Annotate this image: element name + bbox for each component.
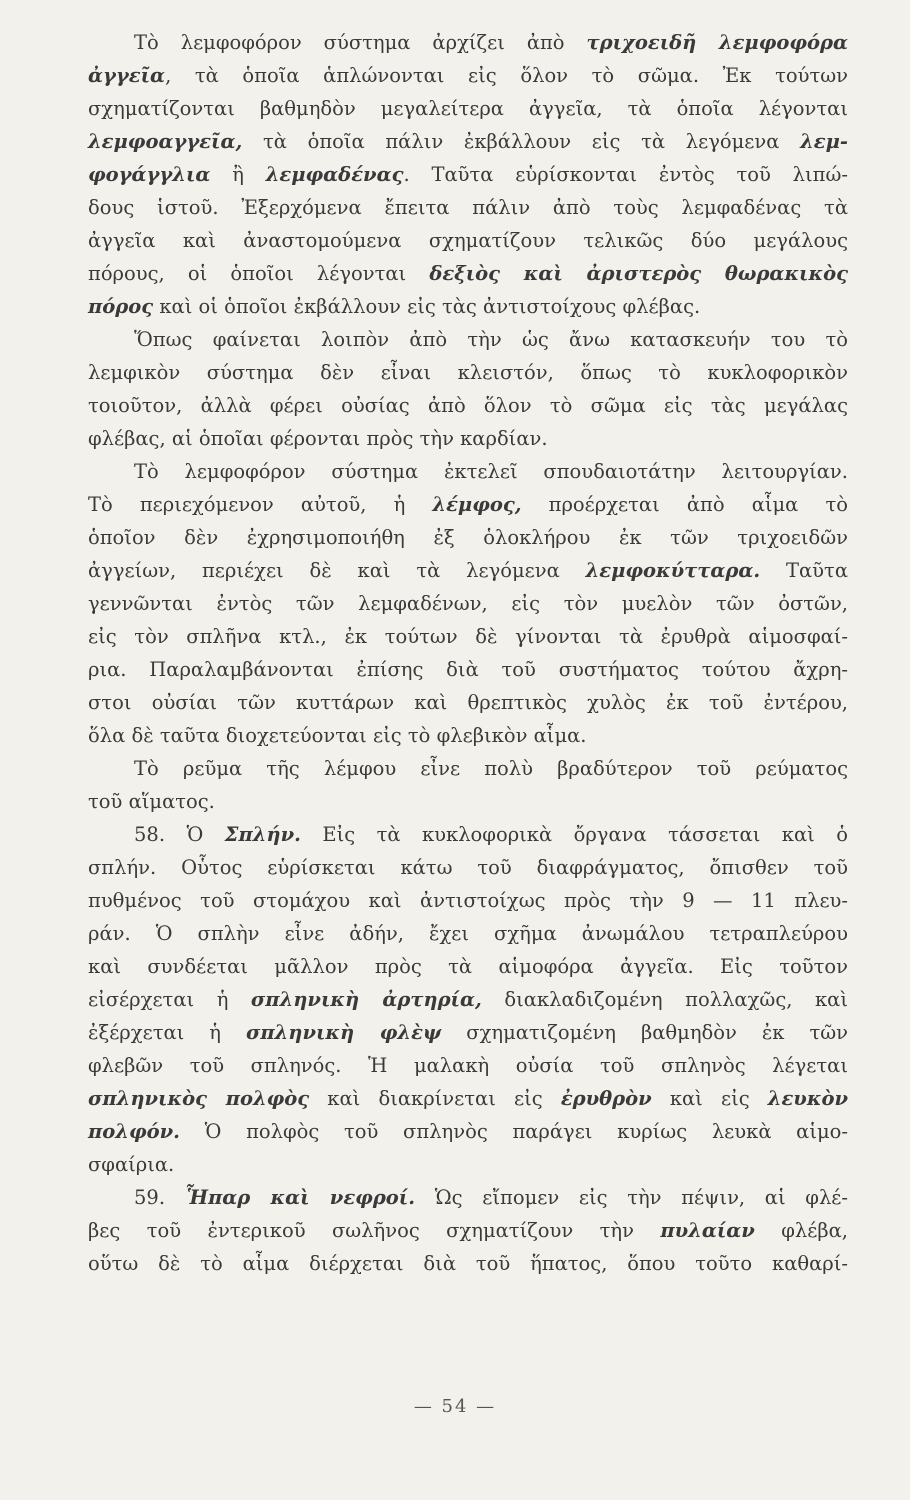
text-run: καὶ διακρίνεται εἰς (309, 1087, 561, 1110)
text-line (88, 356, 848, 389)
bold-term: Σπλήν. (224, 823, 301, 846)
text-run: 58. Ὁ (134, 823, 225, 846)
text-line (88, 191, 848, 224)
text-run: γεννῶνται ἐντὸς τῶν λεμφαδένων, εἰς τὸν μυελὸν τῶν ὀστῶν, (88, 592, 848, 615)
text-run: Ὅπως φαίνεται λοιπὸν ἀπὸ τὴν ὡς ἄνω κατασκευήν του τὸ (134, 328, 848, 351)
body-text (88, 26, 848, 1280)
text-run: προέρχεται ἀπὸ αἷμα τὸ (521, 493, 848, 516)
text-run: φλεβῶν τοῦ σπληνός. Ἡ μαλακὴ οὐσία τοῦ σπληνὸς λέγεται (88, 1054, 848, 1077)
text-run: καὶ εἰς (651, 1087, 768, 1110)
text-run: , τὰ ὁποῖα ἁπλώνονται εἰς ὅλον τὸ σῶμα. Ἐκ τούτων (165, 64, 848, 87)
text-line (88, 752, 848, 785)
bold-term: πολφόν. (88, 1120, 180, 1143)
bold-term: σπληνικὴ ἀρτηρία, (250, 988, 482, 1011)
text-run: ἀγγεῖα καὶ ἀναστομούμενα σχηματίζουν τελικῶς δύο μεγάλους (88, 229, 848, 252)
bold-term: πυλαίαν (660, 1219, 755, 1242)
text-run: ρια. Παραλαμβάνονται ἐπίσης διὰ τοῦ συστήματος τούτου ἄχρη- (88, 658, 848, 681)
bold-term: τριχοειδῆ λεμφοφόρα (586, 31, 848, 54)
text-line (88, 1049, 848, 1082)
text-run: Τὸ λεμφοφόρον σύστημα ἀρχίζει ἀπὸ (134, 31, 587, 54)
text-run: σχηματιζομένη βαθμηδὸν ἐκ τῶν (441, 1021, 848, 1044)
text-run: ἀγγείων, περιέχει δὲ καὶ τὰ λεγόμενα (88, 559, 586, 582)
text-run: εἰς τὸν σπλῆνα κτλ., ἐκ τούτων δὲ γίνονται τὰ ἐρυθρὰ αἱμοσφαί- (88, 625, 848, 648)
bold-term: λεμφοκύτταρα. (585, 559, 761, 582)
text-run: ὁποῖον δὲν ἐχρησιμοποιήθη ἐξ ὁλοκλήρου ἐκ τῶν τριχοειδῶν (88, 526, 848, 549)
text-line (88, 983, 848, 1016)
text-run: διακλαδιζομένη πολλαχῶς, καὶ (481, 988, 848, 1011)
text-run: ἢ (210, 163, 266, 186)
text-run: Τὸ περιεχόμενον αὐτοῦ, ἡ (88, 493, 433, 516)
text-run: ράν. Ὁ σπλὴν εἶνε ἀδήν, ἔχει σχῆμα ἀνωμάλου τετραπλεύρου (88, 922, 848, 945)
bold-term: λευκὸν (767, 1087, 848, 1110)
text-line (88, 455, 848, 488)
bold-term: δεξιὸς καὶ ἀριστερὸς θωρακικὸς (429, 262, 848, 285)
text-run: . Ταῦτα εὑρίσκονται ἐντὸς τοῦ λιπώ- (403, 163, 848, 186)
text-line (88, 92, 848, 125)
text-run: εἰσέρχεται ἡ (88, 988, 251, 1011)
text-line (88, 323, 848, 356)
text-line (88, 686, 848, 719)
bold-term: ἐρυθρὸν (560, 1087, 652, 1110)
text-line (88, 1247, 848, 1280)
text-line (88, 1016, 848, 1049)
text-run: Τὸ λεμφοφόρον σύστημα ἐκτελεῖ σπουδαιοτάτην λειτουργίαν. (134, 460, 848, 483)
text-line (88, 59, 848, 92)
text-line (88, 1148, 848, 1181)
text-run: καὶ συνδέεται μᾶλλον πρὸς τὰ αἱμοφόρα ἀγγεῖα. Εἰς τοῦτον (88, 955, 848, 978)
text-line (88, 851, 848, 884)
bold-term: ἀγγεῖα (88, 64, 166, 87)
text-line (88, 422, 848, 455)
text-run: τοῦ αἵματος. (88, 790, 215, 813)
text-run: σφαίρια. (88, 1153, 175, 1176)
text-run: στοι οὐσίαι τῶν κυττάρων καὶ θρεπτικὸς χυλὸς ἐκ τοῦ ἐντέρου, (88, 691, 848, 714)
text-line (88, 290, 848, 323)
text-run: σχηματίζονται βαθμηδὸν μεγαλείτερα ἀγγεῖα, τὰ ὁποῖα λέγονται (88, 97, 848, 120)
text-run: καὶ οἱ ὁποῖοι ἐκβάλλουν εἰς τὰς ἀντιστοίχους φλέβας. (153, 295, 701, 318)
bold-term: λεμφοαγγεῖα, (88, 130, 243, 153)
text-line (88, 917, 848, 950)
bold-term: πόρος (88, 295, 154, 318)
text-line (88, 554, 848, 587)
bold-term: σπληνικὴ φλὲψ (245, 1021, 442, 1044)
text-line (88, 587, 848, 620)
bold-term: λέμφος, (432, 493, 522, 516)
text-line (88, 224, 848, 257)
text-line (88, 1214, 848, 1247)
text-run: Ταῦτα (760, 559, 848, 582)
text-line (88, 257, 848, 290)
text-run: Εἰς τὰ κυκλοφορικὰ ὄργανα τάσσεται καὶ ὁ (300, 823, 848, 846)
text-run: ἐξέρχεται ἡ (88, 1021, 246, 1044)
text-line (88, 125, 848, 158)
text-line (88, 158, 848, 191)
text-line (88, 26, 848, 59)
bold-term: φογάγγλια (88, 163, 211, 186)
text-run: τοιοῦτον, ἀλλὰ φέρει οὐσίας ἀπὸ ὅλον τὸ σῶμα εἰς τὰς μεγάλας (88, 394, 848, 417)
bold-term: λεμ- (800, 130, 848, 153)
text-line (88, 719, 848, 752)
text-run: δους ἱστοῦ. Ἐξερχόμενα ἔπειτα πάλιν ἀπὸ τοὺς λεμφαδένας τὰ (88, 196, 848, 219)
text-run: φλέβας, αἱ ὁποῖαι φέρονται πρὸς τὴν καρδίαν. (88, 427, 548, 450)
text-run: Τὸ ρεῦμα τῆς λέμφου εἶνε πολὺ βραδύτερον τοῦ ρεύματος (134, 757, 848, 780)
text-run: τὰ ὁποῖα πάλιν ἐκβάλλουν εἰς τὰ λεγόμενα (242, 130, 801, 153)
text-line (88, 1181, 848, 1214)
text-run: οὕτω δὲ τὸ αἷμα διέρχεται διὰ τοῦ ἥπατος, ὅπου τοῦτο καθαρί- (88, 1252, 848, 1275)
text-line (88, 1082, 848, 1115)
text-run: λεμφικὸν σύστημα δὲν εἶναι κλειστόν, ὅπως τὸ κυκλοφορικὸν (88, 361, 848, 384)
text-run: πόρους, οἱ ὁποῖοι λέγονται (88, 262, 430, 285)
text-line (88, 884, 848, 917)
text-line (88, 620, 848, 653)
text-run: 59. (134, 1186, 185, 1209)
text-line (88, 1115, 848, 1148)
text-run: σπλήν. Οὗτος εὑρίσκεται κάτω τοῦ διαφράγματος, ὄπισθεν τοῦ (88, 856, 848, 879)
bold-term: σπληνικὸς πολφὸς (88, 1087, 310, 1110)
text-line (88, 785, 848, 818)
text-run: ὅλα δὲ ταῦτα διοχετεύονται εἰς τὸ φλεβικὸν αἷμα. (88, 724, 587, 747)
text-run: Ὁ πολφὸς τοῦ σπληνὸς παράγει κυρίως λευκὰ αἱμο- (179, 1120, 848, 1143)
text-line (88, 950, 848, 983)
page-number: — 54 — (413, 1396, 497, 1417)
text-line (88, 488, 848, 521)
text-run: φλέβα, (754, 1219, 848, 1242)
text-line (88, 818, 848, 851)
text-run: βες τοῦ ἐντερικοῦ σωλῆνος σχηματίζουν τὴν (88, 1219, 661, 1242)
text-line (88, 521, 848, 554)
text-run: πυθμένος τοῦ στομάχου καὶ ἀντιστοίχως πρὸς τὴν 9 — 11 πλευ- (88, 889, 848, 912)
bold-term: Ἧπαρ καὶ νεφροί. (184, 1186, 416, 1209)
text-line (88, 389, 848, 422)
text-run: Ὡς εἴπομεν εἰς τὴν πέψιν, αἱ φλέ- (415, 1186, 848, 1209)
bold-term: λεμφαδένας (265, 163, 404, 186)
text-line (88, 653, 848, 686)
